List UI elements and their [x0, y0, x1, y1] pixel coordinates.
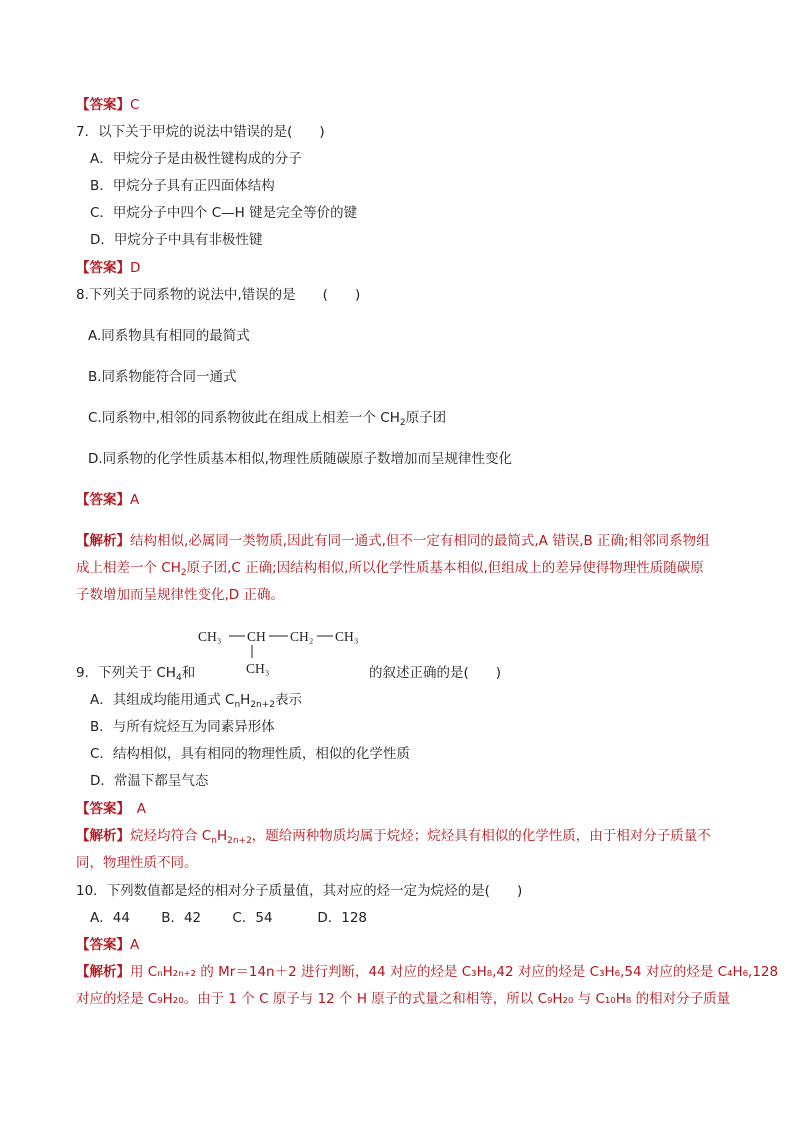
subscript: n — [234, 700, 241, 710]
formula-ch3-left: CH₃ — [198, 629, 222, 644]
answer-line — [76, 96, 139, 114]
question-10-analysis-line-1 — [76, 963, 778, 981]
subscript: n — [211, 836, 217, 846]
subscript: 2 — [180, 568, 187, 578]
question-9-answer — [76, 800, 146, 818]
question-8-option-d: D.同系物的化学性质基本相似,物理性质随碳原子数增加而呈规律性变化 — [88, 451, 512, 467]
subscript: 2n+2 — [250, 700, 276, 710]
question-9-option-d: D．常温下都呈气态 — [90, 773, 209, 789]
analysis-label: 【解析】 — [76, 533, 130, 549]
answer-label: 【答案】 — [76, 937, 130, 953]
analysis-label: 【解析】 — [76, 828, 130, 844]
question-8-analysis-line-2 — [76, 559, 704, 577]
question-10-options: A．44 B．42 C．54 D．128 — [90, 910, 367, 926]
analysis-text: 成上相差一个 CH — [76, 560, 181, 576]
analysis-text-end: ，题给两种物质均属于烷烃；烷烃具有相似的化学性质，由于相对分子质量不 — [251, 828, 711, 844]
answer-label: 【答案】 — [76, 260, 130, 276]
question-8-option-c — [88, 409, 446, 427]
answer-value: A — [123, 801, 146, 817]
answer-label: 【答案】 — [76, 492, 130, 508]
question-8-analysis-line-3: 子数增加而呈规律性变化,D 正确。 — [76, 587, 284, 603]
question-8-answer — [76, 491, 139, 509]
formula-ch3-right: CH₃ — [335, 629, 359, 644]
formula-ch2: CH₂ — [290, 629, 314, 644]
question-9-option-a — [90, 691, 302, 709]
question-8-option-b: B.同系物能符合同一通式 — [88, 369, 237, 385]
analysis-text: H — [216, 828, 228, 844]
question-9-analysis-line-1 — [76, 827, 711, 845]
question-9-stem-end: 的叙述正确的是( ) — [369, 665, 502, 681]
question-9-option-b: B．与所有烷烃互为同素异形体 — [90, 719, 275, 735]
analysis-text: 用 CₙH₂ₙ₊₂ 的 Mr＝14n＋2 进行判断，44 对应的烃是 C₃H₈,42 对应的烃是 C₃H₆,54 对应的烃是 C₄H₆,128 — [130, 964, 779, 980]
question-10-stem: 10．下列数值都是烃的相对分子质量值，其对应的烃一定为烷烃的是( ) — [76, 883, 523, 899]
stem-text: 和 — [181, 665, 196, 681]
question-9-analysis-line-2: 同，物理性质不同。 — [76, 855, 198, 871]
analysis-label: 【解析】 — [76, 964, 130, 980]
answer-label: 【答案】 — [76, 97, 130, 113]
analysis-text-end: 原子团,C 正确;因结构相似,所以化学性质基本相似,但组成上的差异使得物理性质随碳原 — [186, 560, 704, 576]
formula-ch: CH — [247, 629, 266, 644]
question-7-option-a: A．甲烷分子是由极性键构成的分子 — [90, 151, 302, 167]
question-7-option-d: D．甲烷分子中具有非极性键 — [90, 232, 263, 248]
option-text: A．其组成均能用通式 C — [90, 692, 235, 708]
question-8-option-a: A.同系物具有相同的最简式 — [88, 328, 250, 344]
question-7-stem: 7．以下关于甲烷的说法中错误的是( ) — [76, 124, 325, 140]
question-9-stem — [76, 664, 195, 682]
option-c-text: C.同系物中,相邻的同系物彼此在组成上相差一个 CH — [88, 410, 400, 426]
option-text: H — [240, 692, 251, 708]
answer-value: D — [130, 260, 141, 276]
question-7-option-c: C．甲烷分子中四个 C—H 键是完全等价的键 — [90, 205, 358, 221]
analysis-text: 烷烃均符合 C — [130, 828, 212, 844]
subscript: 2 — [399, 418, 406, 428]
question-8-analysis-line-1 — [76, 532, 710, 550]
stem-text: 9．下列关于 CH — [76, 665, 176, 681]
question-7-answer — [76, 259, 140, 277]
answer-value: A — [130, 492, 140, 508]
option-c-text-end: 原子团 — [405, 410, 447, 426]
formula-ch3-branch: CH₃ — [246, 661, 270, 676]
question-10-answer — [76, 936, 139, 954]
question-7-option-b: B．甲烷分子具有正四面体结构 — [90, 178, 275, 194]
answer-value: A — [130, 937, 140, 953]
subscript: 4 — [175, 673, 182, 683]
answer-label: 【答案】 — [76, 801, 124, 817]
subscript: 2n+2 — [227, 836, 252, 846]
analysis-text: 结构相似,必属同一类物质,因此有同一通式,但不一定有相同的最简式,A 错误,B 正确;相邻同系物组 — [130, 533, 710, 549]
option-text-end: 表示 — [275, 692, 303, 708]
question-8-stem: 8.下列关于同系物的说法中,错误的是 ( ) — [76, 287, 361, 303]
question-9-option-c: C．结构相似，具有相同的物理性质，相似的化学性质 — [90, 746, 410, 762]
answer-value: C — [130, 97, 140, 113]
question-10-analysis-line-2: 对应的烃是 C₉H₂₀。由于 1 个 C 原子与 12 个 H 原子的式量之和相等，所以 C₉H₂₀ 与 C₁₀H₈ 的相对分子质量 — [76, 991, 731, 1007]
